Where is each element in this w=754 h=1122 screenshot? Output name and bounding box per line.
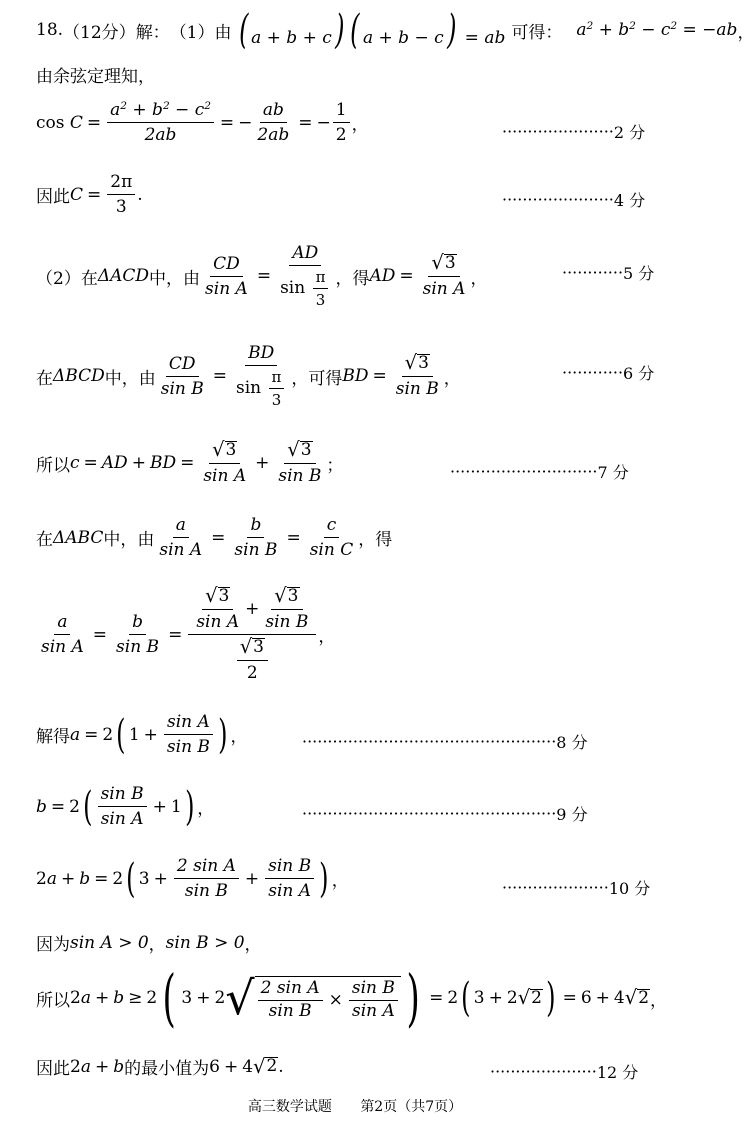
score-6: ············ 6 分	[562, 363, 655, 383]
score-5: ············ 5 分	[562, 263, 655, 283]
part1-label: （1）	[169, 22, 215, 43]
math-positive: 因为 sin A > 0 ， sin B > 0 ，	[36, 932, 262, 955]
math-sine-law: 在 ΔABC 中，由 $\frac{a}{\text{sin A}}$ = $\frac{b}{\text{sin B}}$ = $\frac{c}{\text{sin C}}$ ，得	[36, 515, 393, 560]
math-result-1: $a^2 + b^2 - c^2 = -ab$	[576, 20, 738, 40]
score-12: ····················· 12 分	[490, 1062, 639, 1082]
text-cosine-law: 由余弦定理知，	[36, 67, 155, 87]
math-2a-plus-b: 2 a + b = 2 ( 3 + $\frac{\text{2 sin A}}{\text{sin B}}$ + $\frac{\text{sin B}}{\text{sin A}}$ ) ，	[36, 855, 349, 902]
score-8: ·················································· 8 分	[302, 732, 588, 752]
math-a-solve: 解得 a = 2 ( 1 + $\frac{\text{sin A}}{\text{sin B}}$ ) ，	[36, 711, 248, 758]
math-inequality: 所以 2 a + b ≥ 2 ( 3 + 2 √ $\frac{\text{2 sin A}}{\text{sin B}}$ × $\frac{\text{sin B}}{\text{sin A}}$ ) = 2 ( 3 + 2 √ 2 ) = 6 + 4 √ 2 ，	[36, 961, 668, 1034]
text-from: 由	[214, 22, 232, 43]
math-min-value: 因此 2 a + b 的最小值为 6 + 4 √ 2 .	[36, 1054, 284, 1079]
math-c-sum: 所以 c = AD + BD = √ 3 sin A + √ 3 sin B ；	[36, 438, 344, 486]
footer-title: 高三数学试题	[247, 1099, 332, 1115]
math-b-solve: b = 2 ( $\frac{\text{sin B}}{\text{sin A}}$ + 1 ) ，	[36, 783, 215, 830]
line-2	[36, 62, 155, 87]
part2-label: （2）	[36, 268, 81, 289]
math-c-value: 因此 C = $\frac{2\pi}{3}$ .	[36, 172, 143, 217]
text-can-get: 可得：	[511, 22, 563, 43]
score-7: ····························· 7 分	[450, 462, 629, 482]
score-4: ······················ 4 分	[502, 190, 646, 210]
text-therefore: 因此	[36, 187, 70, 207]
score-9: ·················································· 9 分	[302, 804, 588, 824]
solve-label: 解：	[135, 22, 170, 43]
cond-sin-a: sin A > 0	[70, 932, 149, 953]
math-ad: （2） 在 ΔACD 中，由 $\frac{CD}{\text{sin A}}$ = AD sin $\frac{\pi}{3}$ ，得 AD = √ 3 sin A ，	[36, 243, 488, 309]
footer-page: 第2页（共7页）	[360, 1099, 463, 1115]
score-2: ······················ 2 分	[502, 122, 646, 142]
math-condition: ( a + b + c) ( a + b − c) = ab	[238, 7, 506, 53]
math-bd: 在 ΔBCD 中，由 $\frac{CD}{\text{sin B}}$ = BD sin $\frac{\pi}{3}$ ，可得 BD = √ 3 sin B ，	[36, 343, 461, 409]
line-1: 18 . （12分） 解： （1） 由 ( a + b + c) ( a + b − c) = ab 可得： $a^2 + b^2 - c^2 = -ab$ ，	[36, 7, 754, 53]
problem-number: 18	[36, 20, 58, 40]
score-10: ····················· 10 分	[502, 878, 651, 898]
math-compound: $\frac{a}{\text{sin A}}$ = $\frac{b}{\text{sin B}}$ = √ 3 sin A + √ 3 sin B √ 3 2 ，	[41, 584, 336, 683]
cond-sin-b: sin B > 0	[165, 932, 245, 953]
page-footer	[0, 1096, 710, 1116]
problem-points: （12分）	[63, 22, 136, 43]
math-cos-c: cos C = $\frac{a^2 + b^2 - c^2}{2ab}$ = − $\frac{ab}{2ab}$ = − $\frac{1}{2}$ ，	[36, 100, 369, 145]
